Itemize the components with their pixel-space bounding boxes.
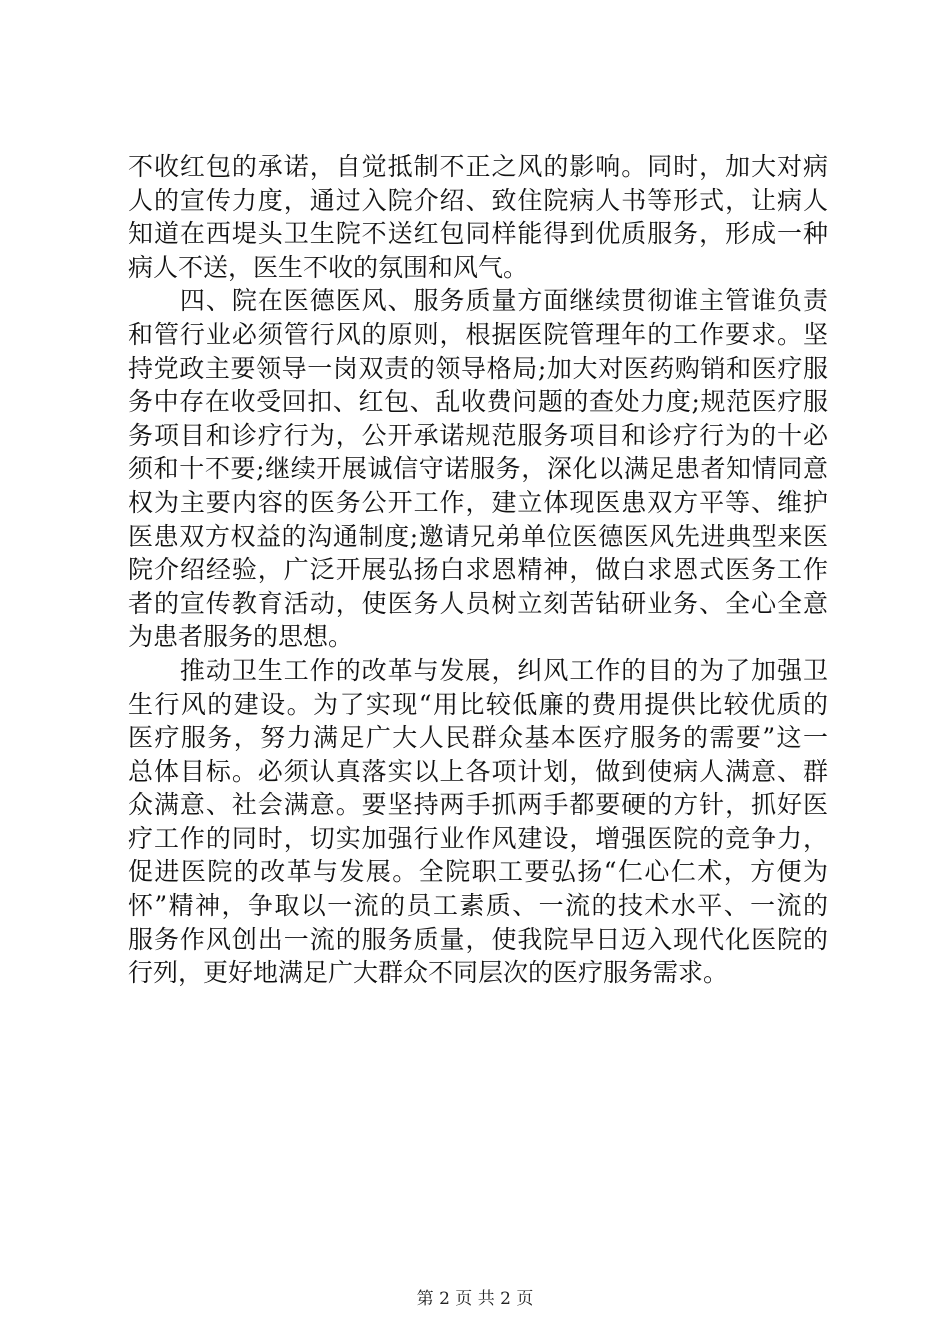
paragraph-1 <box>128 150 828 284</box>
paragraph-2 <box>128 284 828 654</box>
text-line: 须和十不要;继续开展诚信守诺服务，深化以满足患者知情同意 <box>128 454 828 484</box>
text-line: 众满意、社会满意。要坚持两手抓两手都要硬的方针，抓好医 <box>128 790 828 820</box>
text-line: 疗工作的同时，切实加强行业作风建设，增强医院的竞争力， <box>128 823 828 853</box>
text-line: 为患者服务的思想。 <box>128 622 354 652</box>
text-line: 医患双方权益的沟通制度;邀请兄弟单位医德医风先进典型来医 <box>128 521 828 551</box>
text-line: 知道在西堤头卫生院不送红包同样能得到优质服务，形成一种 <box>128 219 828 249</box>
text-line: 怀”精神，争取以一流的员工素质、一流的技术水平、一流的 <box>128 891 828 921</box>
text-line: 医疗服务，努力满足广大人民群众基本医疗服务的需要”这一 <box>128 723 828 753</box>
text-line: 生行风的建设。为了实现“用比较低廉的费用提供比较优质的 <box>128 689 828 719</box>
text-line: 权为主要内容的医务公开工作，建立体现医患双方平等、维护 <box>128 487 828 517</box>
text-line: 院介绍经验，广泛开展弘扬白求恩精神，做白求恩式医务工作 <box>128 555 828 585</box>
text-line: 总体目标。必须认真落实以上各项计划，做到使病人满意、群 <box>128 756 828 786</box>
body-text <box>128 150 828 990</box>
text-line: 务中存在收受回扣、红包、乱收费问题的查处力度;规范医疗服 <box>128 387 828 417</box>
text-line: 行列，更好地满足广大群众不同层次的医疗服务需求。 <box>128 958 729 988</box>
paragraph-3 <box>128 654 828 990</box>
text-line: 不收红包的承诺，自觉抵制不正之风的影响。同时，加大对病 <box>128 152 828 181</box>
text-line: 人的宣传力度，通过入院介绍、致住院病人书等形式，让病人 <box>128 185 828 215</box>
text-line: 者的宣传教育活动，使医务人员树立刻苦钻研业务、全心全意 <box>128 588 828 618</box>
text-line: 和管行业必须管行风的原则，根据医院管理年的工作要求。坚 <box>128 319 828 349</box>
page-number-footer: 第 2 页 共 2 页 <box>416 1289 534 1309</box>
text-line: 促进医院的改革与发展。全院职工要弘扬“仁心仁术，方便为 <box>128 857 828 887</box>
text-line: 持党政主要领导一岗双责的领导格局;加大对医药购销和医疗服 <box>128 353 828 383</box>
text-line: 服务作风创出一流的服务质量，使我院早日迈入现代化医院的 <box>128 924 828 954</box>
text-line: 务项目和诊疗行为，公开承诺规范服务项目和诊疗行为的十必 <box>128 420 828 450</box>
text-line: 四、院在医德医风、服务质量方面继续贯彻谁主管谁负责 <box>128 286 828 316</box>
text-line: 推动卫生工作的改革与发展，纠风工作的目的为了加强卫 <box>128 655 828 685</box>
text-line: 病人不送，医生不收的氛围和风气。 <box>128 252 529 282</box>
